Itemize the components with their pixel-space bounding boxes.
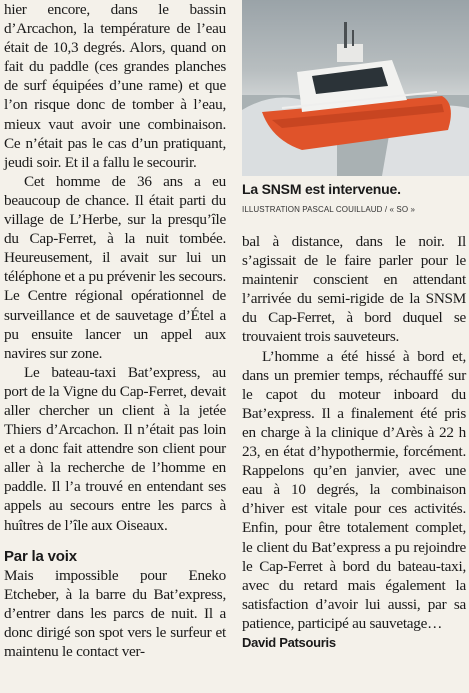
photo-caption: La SNSM est intervenue. (242, 181, 401, 197)
article-paragraph: hier encore, dans le bassin d’Arcachon, la température de l’eau était de 10,3 degrés. Alors, quand on fait du paddle (ces grandes planches de surf équipées d’une rame) et que l’on risque donc de tomber à l’eau, mieux vaut avoir une combinaison. Ce n’était pas le cas d’un pratiquant, jeudi soir. Et il a fallu le secourir. (4, 1, 226, 171)
article-left-column (4, 0, 226, 661)
article-paragraph: Cet homme de 36 ans a eu beaucoup de chance. Il était parti du village de L’Herbe, sur la presqu’île du Cap-Ferret, à la nuit tombée. Heureusement, il avait sur lui un téléphone et a pu prévenir les secours. Le Centre régional opérationnel de surveillance et de sauvetage d’Étel a pu ensuite lancer un appel aux navires sur zone. (4, 172, 226, 362)
article-subheading: Par la voix (4, 547, 77, 565)
author-signature: David Patsouris (242, 634, 336, 650)
article-paragraph: Le bateau-taxi Bat’express, au port de la Vigne du Cap-Ferret, devait aller chercher un client à la jetée Thiers d’Arcachon. Il n’était pas loin et a donc fait attendre son client pour aller à la recherche de l’homme en paddle. Il l’a trouvé en entendant ses appels au secours entre les parcs à huîtres de l’île aux Oiseaux. (4, 363, 226, 534)
article-right-column (242, 232, 466, 652)
snsm-boat-photo (242, 0, 469, 176)
article-paragraph: Mais impossible pour Eneko Etcheber, à la barre du Bat’express, d’entrer dans les parcs de nuit. Il a donc dirigé son spot vers le surfeur et maintenu le contact ver- (4, 566, 226, 660)
boat-illustration (242, 0, 469, 176)
article-paragraph: bal à distance, dans le noir. Il s’agissait de le faire parler pour le maintenir conscient en attendant l’arrivée du semi-rigide de la SNSM du Cap-Ferret, à bord duquel se trouvaient trois sauveteurs. (242, 233, 466, 346)
photo-credit: ILLUSTRATION PASCAL COUILLAUD / « SO » (242, 205, 416, 214)
article-paragraph: L’homme a été hissé à bord et, dans un premier temps, réchauffé sur le capot du moteur inboard du Bat’express. Il a finalement été pris en charge à la clinique d’Arès à 22 h 23, en état d’hypothermie, forcément. Rappelons qu’en janvier, avec une eau à 10 degrés, la combinaison d’hiver est vitale pour ces activités. Enfin, pour être totalement complet, le client du Bat’express a pu rejoindre le Cap-Ferret à bord du bateau-taxi, avec du retard mais également la satisfaction d’avoir lui aussi, par sa patience, participé au sauvetage… (242, 347, 466, 632)
